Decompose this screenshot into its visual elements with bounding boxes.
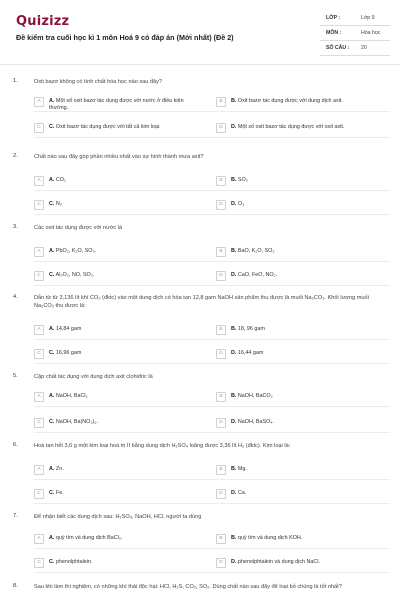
option-text xyxy=(231,98,386,105)
option-prefix: D. xyxy=(231,350,237,356)
option-text xyxy=(49,419,204,426)
document-header xyxy=(0,0,400,62)
option-text xyxy=(49,535,204,542)
option-body: Oxit bazơ tác dụng được với tất cả kim loại. xyxy=(54,124,161,130)
option-text xyxy=(49,466,204,473)
option-letter-box: D xyxy=(216,123,226,133)
option-separator xyxy=(34,503,390,504)
answer-option-a[interactable] xyxy=(34,324,204,336)
question-text: Dẫn từ từ 3,136 lít khí CO₂ (đktc) vào một dung dịch có hòa tan 12,8 gam NaOH sản phẩm thu được là muối Na₂CO₃. Khối lượng muối Na₂CO₃ thu được là: xyxy=(34,295,369,309)
option-letter-box: D xyxy=(216,200,226,210)
answer-option-b[interactable] xyxy=(216,391,386,403)
question-text: Chất nào sau đây góp phần nhiều nhất vào sự hình thành mưa axit? xyxy=(34,154,204,160)
option-prefix: D. xyxy=(231,419,237,425)
option-prefix: C. xyxy=(49,490,55,496)
answer-option-c[interactable] xyxy=(34,348,204,360)
option-letter-box: C xyxy=(34,123,44,133)
option-letter-box: B xyxy=(216,465,226,475)
answer-option-b[interactable] xyxy=(216,533,386,545)
meta-row-count xyxy=(320,41,390,56)
option-letter-box: D xyxy=(216,349,226,359)
option-letter-box: D xyxy=(216,558,226,568)
option-separator xyxy=(34,190,390,191)
option-prefix: A. xyxy=(49,466,55,472)
option-body: phenolphtalein và dung dịch NaCl. xyxy=(236,559,321,565)
option-separator xyxy=(34,406,390,407)
option-body: NaOH, BaSO₄. xyxy=(236,419,274,425)
option-text xyxy=(231,124,386,131)
option-prefix: D. xyxy=(231,272,237,278)
option-body: BaO, K₂O, SO₂ xyxy=(236,248,275,254)
option-prefix: B. xyxy=(231,535,237,541)
option-letter-box: D xyxy=(216,418,226,428)
option-prefix: C. xyxy=(49,559,55,565)
option-separator xyxy=(34,285,390,286)
question-number: 6. xyxy=(13,442,18,448)
meta-value: Hóa học xyxy=(361,30,381,36)
option-prefix: A. xyxy=(49,535,55,541)
option-text xyxy=(231,419,386,426)
option-separator xyxy=(34,548,390,549)
option-letter-box: D xyxy=(216,271,226,281)
option-text xyxy=(231,350,386,357)
option-body: O₃ xyxy=(236,201,245,207)
question-number: 4. xyxy=(13,294,18,300)
question-text: Oxit bazơ không có tính chất hóa học nào sau đây? xyxy=(34,79,163,85)
option-text xyxy=(49,490,204,497)
answer-option-d[interactable] xyxy=(216,199,386,211)
option-text xyxy=(231,177,386,184)
answer-option-c[interactable] xyxy=(34,488,204,500)
option-letter-box: C xyxy=(34,349,44,359)
option-separator xyxy=(34,363,390,364)
option-body: PbO₂, K₂O, SO₃. xyxy=(54,248,97,254)
option-text xyxy=(49,350,204,357)
option-body: SO₂ xyxy=(236,177,248,183)
option-letter-box: A xyxy=(34,392,44,402)
meta-value: Lớp 9 xyxy=(361,15,375,21)
question-number: 7. xyxy=(13,513,18,519)
option-text xyxy=(49,559,204,566)
answer-option-b[interactable] xyxy=(216,175,386,187)
option-letter-box: A xyxy=(34,247,44,257)
answer-option-c[interactable] xyxy=(34,199,204,211)
option-text xyxy=(231,466,386,473)
option-text xyxy=(49,201,204,208)
option-body: phenolphtalein. xyxy=(54,559,93,565)
question-number: 8. xyxy=(13,583,18,589)
option-text xyxy=(49,124,204,131)
option-body: quỳ tím và dung dịch BaCl₂. xyxy=(54,535,123,541)
option-body: CO₂ xyxy=(54,177,67,183)
answer-option-b[interactable] xyxy=(216,246,386,258)
option-separator xyxy=(34,111,390,112)
answer-option-d[interactable] xyxy=(216,417,386,429)
answer-option-a[interactable] xyxy=(34,391,204,403)
option-body: NaOH, BaCO₃ xyxy=(236,393,273,399)
option-body: Ca. xyxy=(236,490,247,496)
option-body: Mg. xyxy=(236,466,247,472)
option-prefix: A. xyxy=(49,326,55,332)
option-body: Zn. xyxy=(54,466,64,472)
meta-row-class xyxy=(320,11,390,26)
option-letter-box: C xyxy=(34,558,44,568)
option-text xyxy=(49,326,204,333)
question-text: Cặp chất tác dụng với dung dịch axit clohiđric là xyxy=(34,374,153,380)
answer-option-c[interactable] xyxy=(34,417,204,429)
option-body: Fe. xyxy=(54,490,64,496)
answer-option-c[interactable] xyxy=(34,270,204,282)
meta-label: MÔN : xyxy=(326,30,342,36)
option-prefix: B. xyxy=(231,177,237,183)
answer-option-b[interactable] xyxy=(216,96,386,108)
answer-option-b[interactable] xyxy=(216,324,386,336)
question-number: 2. xyxy=(13,153,18,159)
option-body: 14,84 gam xyxy=(54,326,82,332)
option-text xyxy=(231,535,386,542)
option-text xyxy=(49,177,204,184)
option-prefix: A. xyxy=(49,98,55,104)
option-prefix: C. xyxy=(49,272,55,278)
answer-option-a[interactable] xyxy=(34,533,204,545)
option-text xyxy=(231,326,386,333)
option-separator xyxy=(34,214,390,215)
option-prefix: D. xyxy=(231,490,237,496)
question-text: Để nhận biết các dung dịch sau: H₂SO₄, NaOH, HCl, người ta dùng xyxy=(34,514,202,520)
option-separator xyxy=(34,339,390,340)
option-letter-box: A xyxy=(34,97,44,107)
option-body: quỳ tím và dung dịch KOH. xyxy=(236,535,303,541)
option-letter-box: C xyxy=(34,489,44,499)
option-text xyxy=(231,490,386,497)
document-title: Đề kiểm tra cuối học kì 1 môn Hoá 9 có đáp án (Mới nhất) (Đề 2) xyxy=(16,33,234,42)
option-letter-box: D xyxy=(216,489,226,499)
option-text xyxy=(231,559,386,566)
option-prefix: D. xyxy=(231,559,237,565)
option-body: NaOH, Ba(NO₃)₂. xyxy=(54,419,98,425)
option-letter-box: B xyxy=(216,392,226,402)
option-letter-box: A xyxy=(34,176,44,186)
option-prefix: B. xyxy=(231,466,237,472)
option-body: 16,44 gam xyxy=(236,350,264,356)
question-number: 5. xyxy=(13,373,18,379)
meta-table xyxy=(320,11,390,56)
header-divider xyxy=(0,64,400,65)
answer-option-d[interactable] xyxy=(216,122,386,134)
option-letter-box: B xyxy=(216,325,226,335)
option-separator xyxy=(34,572,390,573)
option-body: Oxit bazơ tác dụng được với dung dịch axit. xyxy=(236,98,343,104)
option-letter-box: C xyxy=(34,271,44,281)
answer-option-a[interactable] xyxy=(34,464,204,476)
question-number: 3. xyxy=(13,224,18,230)
option-text xyxy=(49,272,204,279)
meta-row-subject xyxy=(320,26,390,41)
answer-option-d[interactable] xyxy=(216,348,386,360)
option-body: Một số oxit bazơ tác dụng được với oxit axit. xyxy=(236,124,345,130)
option-letter-box: B xyxy=(216,176,226,186)
option-text xyxy=(49,393,204,400)
option-body: N₂ xyxy=(54,201,62,207)
option-text xyxy=(49,98,204,111)
option-body: CaO, FeO, NO₂. xyxy=(236,272,278,278)
option-prefix: D. xyxy=(231,201,237,207)
option-letter-box: B xyxy=(216,534,226,544)
option-prefix: A. xyxy=(49,393,55,399)
option-prefix: C. xyxy=(49,201,55,207)
option-body: 18, 96 gam xyxy=(236,326,265,332)
option-separator xyxy=(34,479,390,480)
option-prefix: C. xyxy=(49,350,55,356)
option-prefix: B. xyxy=(231,98,237,104)
option-letter-box: B xyxy=(216,247,226,257)
option-prefix: B. xyxy=(231,248,237,254)
option-prefix: A. xyxy=(49,248,55,254)
answer-option-c[interactable] xyxy=(34,557,204,569)
option-text xyxy=(231,393,386,400)
option-text xyxy=(231,201,386,208)
option-body: NaOH, BaCl₂ xyxy=(54,393,88,399)
option-letter-box: C xyxy=(34,418,44,428)
option-body: Al₂O₃, NO, SO₂. xyxy=(54,272,95,278)
option-text xyxy=(231,248,386,255)
meta-value: 20 xyxy=(361,45,367,51)
option-separator xyxy=(34,137,390,138)
meta-label: LỚP : xyxy=(326,15,341,21)
option-text xyxy=(231,272,386,279)
answer-option-b[interactable] xyxy=(216,464,386,476)
answer-option-d[interactable] xyxy=(216,488,386,500)
option-prefix: C. xyxy=(49,124,55,130)
answer-option-d[interactable] xyxy=(216,270,386,282)
option-letter-box: A xyxy=(34,465,44,475)
quizizz-logo: Quizizz xyxy=(16,14,70,29)
answer-option-a[interactable] xyxy=(34,246,204,258)
option-separator xyxy=(34,432,390,433)
meta-label: SỐ CÂU : xyxy=(326,45,350,51)
question-number: 1. xyxy=(13,78,18,84)
option-separator xyxy=(34,261,390,262)
option-prefix: B. xyxy=(231,326,237,332)
question-text: Các oxit tác dụng được với nước là xyxy=(34,225,123,231)
option-prefix: D. xyxy=(231,124,237,130)
option-letter-box: A xyxy=(34,325,44,335)
option-prefix: A. xyxy=(49,177,55,183)
option-body: 16,96 gam xyxy=(54,350,82,356)
answer-option-c[interactable] xyxy=(34,122,204,134)
option-prefix: B. xyxy=(231,393,237,399)
answer-option-a[interactable] xyxy=(34,96,204,111)
answer-option-a[interactable] xyxy=(34,175,204,187)
question-text: Sau khi làm thí nghiệm, có những khí thải độc hại: HCl, H₂S, CO₂, SO₂. Dùng chất nào sau đây để loại bỏ chúng là tốt nhất? xyxy=(34,584,342,590)
option-prefix: C. xyxy=(49,419,55,425)
option-letter-box: A xyxy=(34,534,44,544)
answer-option-d[interactable] xyxy=(216,557,386,569)
option-letter-box: B xyxy=(216,97,226,107)
option-body: Một số oxit bazơ tác dụng được với nước ở điều kiện thường. xyxy=(49,98,184,111)
question-text: Hoà tan hết 3,6 g một kim loại hoá trị II bằng dung dịch H₂SO₄ loãng được 3,36 lít H₂ (đktc). Kim loại là: xyxy=(34,443,291,449)
option-letter-box: C xyxy=(34,200,44,210)
option-text xyxy=(49,248,204,255)
